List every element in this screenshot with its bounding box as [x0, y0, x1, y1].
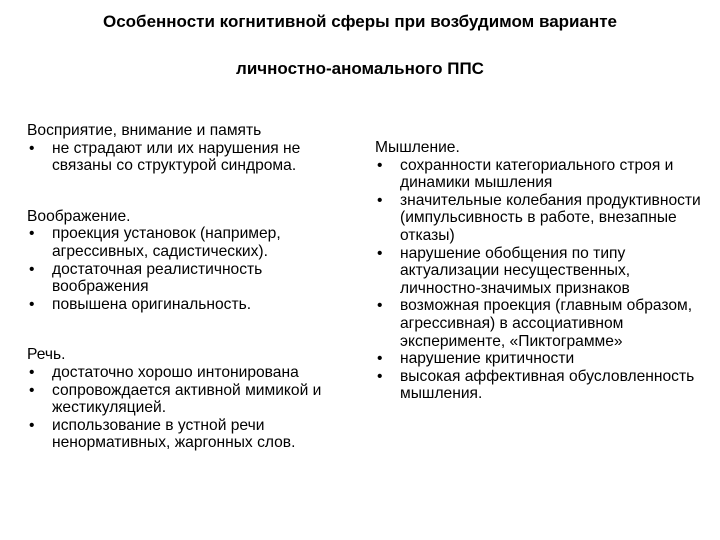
- list-item: • значительные колебания продуктивности (импульсивность в работе, внезапные отказы): [375, 192, 710, 245]
- section-thinking: [375, 139, 710, 403]
- list-item: • использование в устной речи ненормативных, жаргонных слов.: [27, 417, 357, 452]
- bullet-list: [27, 140, 357, 175]
- list-item: • повышена оригинальность.: [27, 296, 357, 314]
- page-title-line-1: Особенности когнитивной сферы при возбудимом варианте: [103, 12, 617, 31]
- section-heading: Восприятие, внимание и память: [27, 122, 262, 139]
- section-heading: Речь.: [27, 346, 66, 364]
- list-item: • сохранности категориального строя и динамики мышления: [375, 157, 710, 192]
- section-heading: Мышление.: [375, 139, 460, 156]
- section-heading: Воображение.: [27, 207, 131, 225]
- list-item: • высокая аффективная обусловленность мышления.: [375, 368, 710, 403]
- bullet-list: [375, 157, 710, 403]
- list-item: • возможная проекция (главным образом, агрессивная) в ассоциативном эксперименте, «Пиктограмме»: [375, 297, 710, 350]
- left-column: [27, 122, 357, 452]
- bullet-list: [27, 225, 357, 313]
- section-imagination: [27, 208, 357, 314]
- list-item: • нарушение обобщения по типу актуализации несущественных, личностно-значимых признаков: [375, 245, 710, 298]
- section-perception: [27, 122, 357, 175]
- page-title-line-2: личностно-аномального ППС: [236, 59, 484, 78]
- list-item: • достаточная реалистичность воображения: [27, 261, 357, 296]
- right-column: [375, 139, 710, 403]
- section-speech: [27, 346, 357, 452]
- list-item: • проекция установок (например, агрессивных, садистических).: [27, 225, 357, 260]
- bullet-list: [27, 364, 357, 452]
- list-item: • сопровождается активной мимикой и жестикуляцией.: [27, 382, 357, 417]
- list-item: • достаточно хорошо интонирована: [27, 364, 357, 382]
- list-item: • нарушение критичности: [375, 350, 710, 368]
- list-item: • не страдают или их нарушения не связаны со структурой синдрома.: [27, 140, 357, 175]
